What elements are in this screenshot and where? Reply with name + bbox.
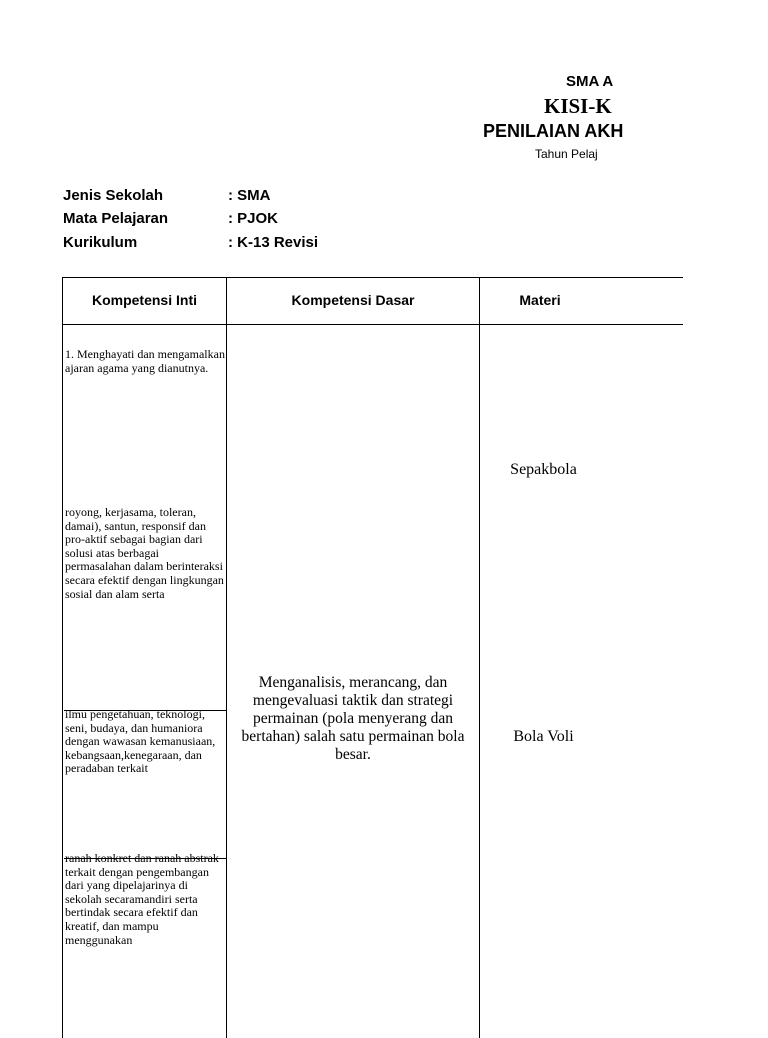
materi-item: Sepakbola (510, 461, 577, 478)
info-value: : PJOK (228, 210, 279, 227)
column-header-kompetensi-inti: Kompetensi Inti (91, 292, 197, 308)
ki-cell: 1. Menghayati dan mengamalkan ajaran agama yang dianutnya. (65, 347, 225, 375)
header-divider (63, 324, 683, 325)
info-label: Jenis Sekolah (63, 187, 164, 204)
ki-cell: ilmu pengetahuan, teknologi, seni, budaya, dan humaniora dengan wawasan kemanusiaan, kebangsaan,kenegaraan, dan peradaban terkait (65, 707, 216, 776)
kompetensi-dasar-text: Menganalisis, merancang, dan mengevaluasi taktik dan strategi permainan (pola menyerang dan bertahan) salah satu permainan bola besar. (241, 674, 465, 763)
ki-cell: ranah konkret dan ranah abstrak terkait dengan pengembangan dari yang dipelajarinya di sekolah secaramandiri serta bertindak secara efektif dan kreatif, dan mampu menggunakan (65, 851, 219, 947)
column-header-kompetensi-dasar: Kompetensi Dasar (291, 292, 415, 308)
column-divider (479, 278, 480, 1038)
info-row-curriculum (63, 234, 319, 251)
info-label: Kurikulum (63, 234, 138, 251)
column-divider (226, 278, 227, 1038)
info-value: : SMA (228, 187, 271, 204)
academic-year: Tahun Pelaj (535, 147, 598, 161)
grid-table (62, 277, 683, 1038)
info-row-school-type (63, 187, 271, 204)
info-row-subject (63, 210, 279, 227)
doc-title: KISI-K (544, 94, 612, 118)
info-label: Mata Pelajaran (63, 210, 169, 227)
column-header-materi: Materi (519, 292, 561, 308)
materi-item: Bola Voli (513, 728, 574, 745)
info-value: : K-13 Revisi (228, 234, 319, 251)
ki-cell: royong, kerjasama, toleran, damai), santun, responsif dan pro-aktif sebagai bagian dari solusi atas berbagai permasalahan dalam berinteraksi secara efektif dengan lingkungan sosial dan alam serta (65, 505, 224, 601)
assessment-title: PENILAIAN AKH (483, 121, 624, 141)
school-title: SMA A (566, 73, 614, 90)
